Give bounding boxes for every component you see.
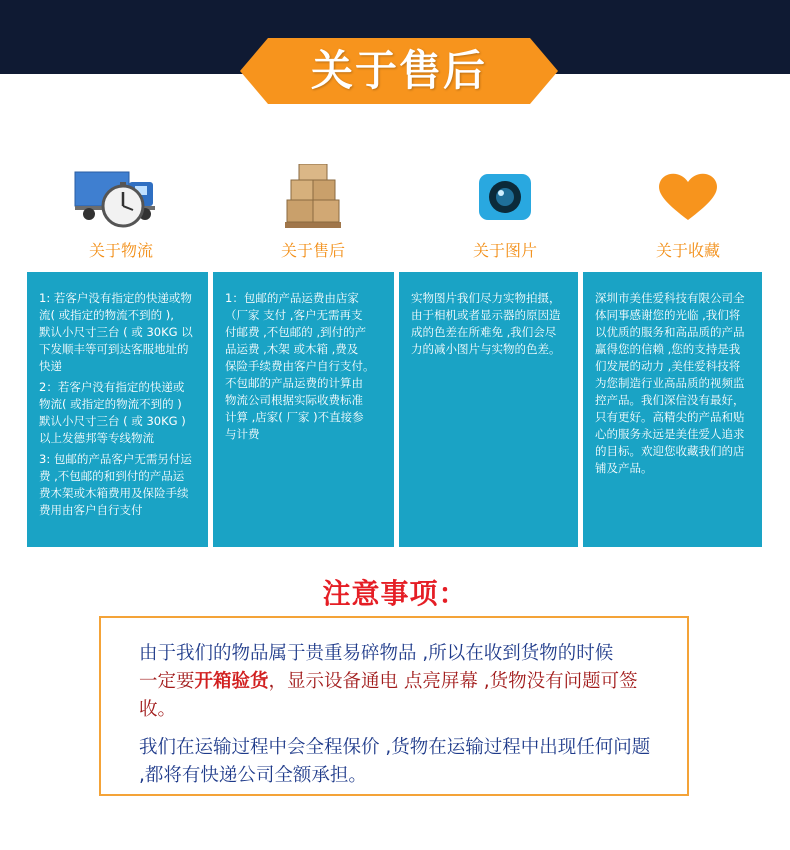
favorites-note: 深圳市美佳爱科技有限公司全 体同事感谢您的光临 ,我们将 以优质的服务和高品质的产品 赢得您的信赖 ,您的支持是我 们发展的动力 ,美佳爱科技将 为您制造行业高品质的视频监 控产品。我们深信没有最好， 只有更好。高精尖的产品和贴 心的服务永远是美佳爱人追求 的目标。欢迎您收藏我们的店 铺及产品。 bbox=[595, 291, 745, 475]
heart-icon bbox=[656, 172, 720, 222]
notice-box bbox=[99, 616, 689, 796]
feature-label: 关于收藏 bbox=[655, 241, 720, 260]
logistics-rule-3: 3: 包邮的产品客户无需另付运 费 ,不包邮的和到付的产品运 费木架或木箱费用及保险手续 费用由客户自行支付 bbox=[39, 452, 192, 517]
aftersale-rule: 1：包邮的产品运费由店家 （厂家 支付 ,客户无需再支 付邮费 ,不包邮的 ,到付的产 品运费 ,木架 或木箱 ,费及 保险手续费由客户自行支付。 不包邮的产品运费的计算由 物流公司根据实际收费标准 计算 ,店家( 厂家 )不直接参 与计费 bbox=[225, 291, 375, 441]
logistics-info-box bbox=[27, 272, 208, 547]
feature-label: 关于物流 bbox=[88, 241, 153, 260]
feature-label: 关于图片 bbox=[472, 241, 537, 260]
photos-info-box bbox=[399, 272, 578, 547]
notice-paragraph-1 bbox=[139, 640, 657, 724]
notice-line-2-suffix: ，显示设备通电 点亮屏幕 ,货物没有问题可签收。 bbox=[139, 671, 638, 720]
notice-line-2-emphasis: 开箱验货 bbox=[194, 671, 269, 692]
feature-favorites bbox=[597, 160, 779, 261]
feature-aftersale bbox=[222, 160, 404, 261]
feature-logistics bbox=[30, 160, 212, 261]
logistics-rule-1: 1: 若客户没有指定的快递或物 流( 或指定的物流不到的 ), 默认小尺寸三台 ( 或 30KG 以 下发顺丰等可到达客服地址的 快递 bbox=[39, 291, 193, 373]
delivery-truck-icon bbox=[73, 164, 169, 230]
page-title: 关于售后 bbox=[310, 46, 487, 95]
title-banner bbox=[240, 38, 558, 104]
notice-line-2-prefix: 一定要 bbox=[139, 671, 195, 692]
favorites-info-box bbox=[583, 272, 762, 547]
notice-line-1: 由于我们的物品属于贵重易碎物品 ,所以在收到货物的时候 bbox=[139, 643, 614, 664]
notice-paragraph-2: 我们在运输过程中会全程保价 ,货物在运输过程中出现任何问题 ,都将有快递公司全额承担。 bbox=[139, 737, 651, 786]
camera-lens-icon bbox=[477, 172, 533, 222]
aftersale-info-box bbox=[213, 272, 394, 547]
package-boxes-icon bbox=[281, 164, 345, 230]
feature-photos bbox=[414, 160, 596, 261]
photos-note: 实物图片我们尽力实物拍摄， 由于相机或者显示器的原因造 成的色差在所难免 ,我们会尽 力的减小图片与实物的色差。 bbox=[411, 291, 561, 356]
feature-label: 关于售后 bbox=[280, 241, 345, 260]
notice-title: 注意事项： bbox=[322, 577, 468, 610]
logistics-rule-2: 2：若客户没有指定的快递或 物流( 或指定的物流不到的 ) 默认小尺寸三台 ( 或 30KG ) 以上发德邦等专线物流 bbox=[39, 380, 186, 445]
